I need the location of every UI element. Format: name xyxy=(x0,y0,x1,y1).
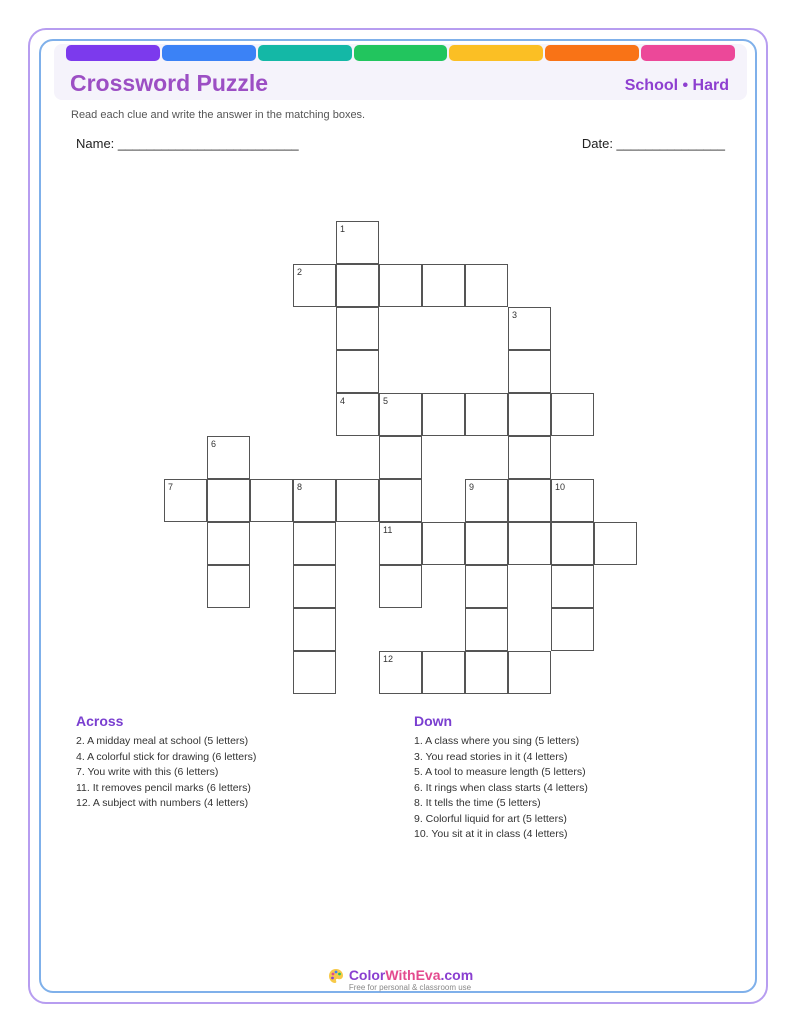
grid-cell[interactable] xyxy=(207,479,250,522)
grid-cell[interactable] xyxy=(336,264,379,307)
down-clue: 9. Colorful liquid for art (5 letters) xyxy=(414,812,567,825)
grid-cell[interactable] xyxy=(336,393,379,436)
clue-number: 2 xyxy=(297,267,303,277)
clue-number: 11 xyxy=(383,525,393,535)
color-stripe-5 xyxy=(449,45,543,61)
grid-cell[interactable] xyxy=(551,522,594,565)
down-clue: 1. A class where you sing (5 letters) xyxy=(414,735,580,747)
clue-number: 10 xyxy=(555,482,566,492)
clue-number: 8 xyxy=(297,482,303,492)
color-stripe-1 xyxy=(66,45,160,61)
grid-cell[interactable] xyxy=(293,479,336,522)
puzzle-category: School • Hard xyxy=(624,77,729,94)
grid-cell[interactable] xyxy=(465,393,508,436)
across-clue: 7. You write with this (6 letters) xyxy=(76,766,219,778)
clue-number: 6 xyxy=(211,439,217,449)
brand-color: Color xyxy=(348,967,386,983)
down-clue-list xyxy=(414,734,588,843)
grid-cell[interactable] xyxy=(293,264,336,307)
grid-cell[interactable] xyxy=(508,307,551,350)
grid-cell[interactable] xyxy=(336,307,379,350)
instructions-text: Read each clue and write the answer in the matching boxes. xyxy=(71,109,366,121)
brand-com: .com xyxy=(440,967,474,983)
grid-cell[interactable] xyxy=(465,264,508,307)
grid-cell[interactable] xyxy=(422,651,465,694)
grid-cell[interactable] xyxy=(508,522,551,565)
clue-number: 3 xyxy=(512,310,518,320)
clue-number: 4 xyxy=(340,396,346,406)
down-clue: 6. It rings when class starts (4 letters) xyxy=(414,781,588,794)
clue-number: 1 xyxy=(340,224,346,234)
color-stripe-bar xyxy=(66,45,735,61)
grid-cell[interactable] xyxy=(422,522,465,565)
grid-cell[interactable] xyxy=(336,479,379,522)
footer-tagline: Free for personal & classroom use xyxy=(348,983,472,992)
brand-with: With xyxy=(385,967,416,983)
grid-cell[interactable] xyxy=(508,393,551,436)
name-field[interactable]: Name: _________________________ xyxy=(76,136,299,151)
color-stripe-6 xyxy=(545,45,639,61)
color-stripe-4 xyxy=(354,45,448,61)
down-clue: 8. It tells the time (5 letters) xyxy=(414,797,541,809)
across-clue: 4. A colorful stick for drawing (6 letters) xyxy=(76,750,257,763)
grid-cell[interactable] xyxy=(508,350,551,393)
grid-cell[interactable] xyxy=(379,565,422,608)
clue-number: 9 xyxy=(469,482,475,492)
page-title: Crossword Puzzle xyxy=(70,70,269,96)
grid-cell[interactable] xyxy=(336,350,379,393)
grid-cell[interactable] xyxy=(551,565,594,608)
across-clue: 2. A midday meal at school (5 letters) xyxy=(76,735,249,747)
grid-cell[interactable] xyxy=(422,264,465,307)
grid-cell[interactable] xyxy=(379,436,422,479)
grid-cell[interactable] xyxy=(379,479,422,522)
down-clue: 3. You read stories in it (4 letters) xyxy=(414,750,568,763)
grid-cell[interactable] xyxy=(207,522,250,565)
grid-cell[interactable] xyxy=(164,479,207,522)
down-clue: 5. A tool to measure length (5 letters) xyxy=(414,766,586,778)
across-clue-list xyxy=(76,734,256,812)
grid-cell[interactable] xyxy=(465,651,508,694)
grid-cell[interactable] xyxy=(508,479,551,522)
grid-cell[interactable] xyxy=(293,608,336,651)
across-clue: 12. A subject with numbers (4 letters) xyxy=(76,797,249,809)
grid-cell[interactable] xyxy=(465,608,508,651)
grid-cell[interactable] xyxy=(508,436,551,479)
grid-cell[interactable] xyxy=(551,479,594,522)
grid-cell[interactable] xyxy=(293,651,336,694)
grid-cell[interactable] xyxy=(465,479,508,522)
down-heading: Down xyxy=(414,713,453,729)
grid-cell[interactable] xyxy=(293,565,336,608)
grid-cell[interactable] xyxy=(379,522,422,565)
grid-cell[interactable] xyxy=(551,393,594,436)
grid-cell[interactable] xyxy=(379,264,422,307)
grid-cell[interactable] xyxy=(465,565,508,608)
across-heading: Across xyxy=(76,713,124,729)
grid-cell[interactable] xyxy=(207,565,250,608)
down-clue: 10. You sit at it in class (4 letters) xyxy=(414,828,568,840)
grid-cell[interactable] xyxy=(207,436,250,479)
clue-number: 5 xyxy=(383,396,389,406)
grid-cell[interactable] xyxy=(422,393,465,436)
across-clue: 11. It removes pencil marks (6 letters) xyxy=(76,781,251,794)
grid-cell[interactable] xyxy=(379,393,422,436)
clue-number: 12 xyxy=(383,654,394,664)
grid-cell[interactable] xyxy=(594,522,637,565)
color-stripe-3 xyxy=(258,45,352,61)
grid-cell[interactable] xyxy=(465,522,508,565)
clue-number: 7 xyxy=(168,482,174,492)
grid-cell[interactable] xyxy=(508,651,551,694)
color-stripe-7 xyxy=(641,45,735,61)
grid-cell[interactable] xyxy=(293,522,336,565)
grid-cell[interactable] xyxy=(379,651,422,694)
grid-cell[interactable] xyxy=(336,221,379,264)
date-field[interactable]: Date: _______________ xyxy=(581,136,725,151)
brand-eva: Eva xyxy=(415,967,441,983)
color-stripe-2 xyxy=(162,45,256,61)
grid-cell[interactable] xyxy=(250,479,293,522)
grid-cell[interactable] xyxy=(551,608,594,651)
